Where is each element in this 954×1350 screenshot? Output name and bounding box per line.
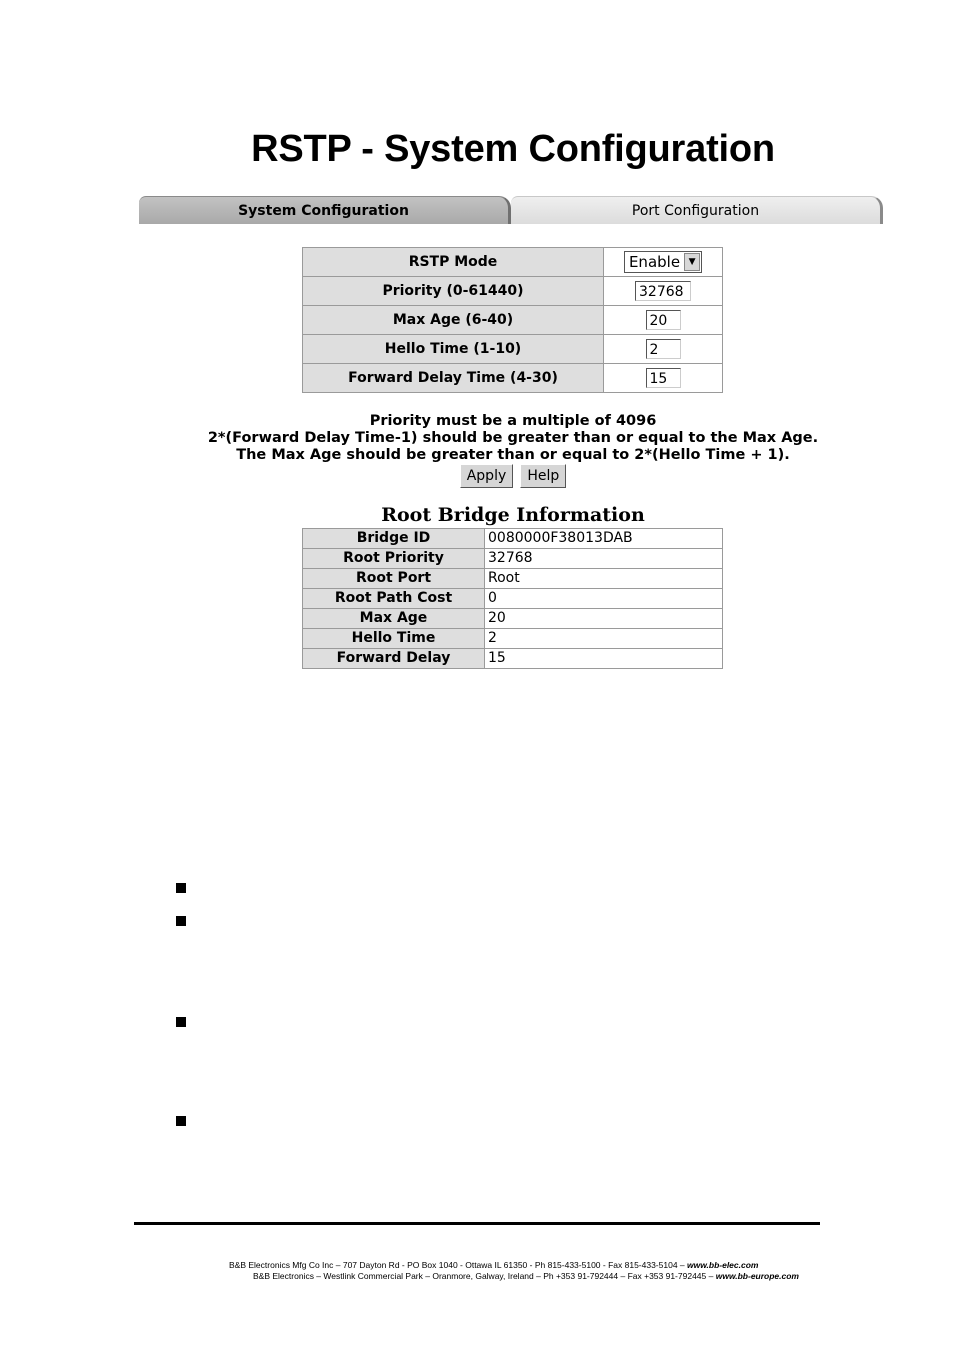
bridge-id-label: Bridge ID xyxy=(303,529,485,549)
help-button[interactable]: Help xyxy=(520,464,566,488)
footer-divider xyxy=(134,1222,820,1225)
forward-delay-label: Forward Delay Time (4-30) xyxy=(303,364,604,393)
hello-time-info-value: 2 xyxy=(485,629,723,649)
bullet-icon xyxy=(176,1116,186,1126)
table-row xyxy=(303,629,723,649)
page-title: RSTP - System Configuration xyxy=(251,128,775,170)
forward-delay-input[interactable]: 15 xyxy=(646,368,681,388)
root-priority-label: Root Priority xyxy=(303,549,485,569)
max-age-info-label: Max Age xyxy=(303,609,485,629)
table-row xyxy=(303,549,723,569)
chevron-down-icon[interactable]: ▼ xyxy=(684,253,700,271)
note-forward-delay: 2*(Forward Delay Time-1) should be greater than or equal to the Max Age. xyxy=(207,430,819,446)
table-row xyxy=(303,609,723,629)
root-port-label: Root Port xyxy=(303,569,485,589)
footer-link-eu[interactable]: www.bb-europe.com xyxy=(715,1271,799,1281)
root-port-value: Root xyxy=(485,569,723,589)
hello-time-label: Hello Time (1-10) xyxy=(303,335,604,364)
rstp-mode-select[interactable] xyxy=(624,251,702,273)
root-priority-value: 32768 xyxy=(485,549,723,569)
hello-time-input[interactable]: 2 xyxy=(646,339,681,359)
tab-system-configuration[interactable]: System Configuration xyxy=(139,196,511,224)
root-path-cost-label: Root Path Cost xyxy=(303,589,485,609)
note-max-age: The Max Age should be greater than or equal to 2*(Hello Time + 1). xyxy=(236,447,790,463)
bridge-id-value: 0080000F38013DAB xyxy=(485,529,723,549)
table-row xyxy=(303,569,723,589)
bullet-icon xyxy=(176,1017,186,1027)
root-bridge-title: Root Bridge Information xyxy=(381,504,645,526)
footer-line-2 xyxy=(253,1271,799,1281)
footer-line-1 xyxy=(229,1260,758,1270)
priority-input[interactable]: 32768 xyxy=(635,281,691,301)
note-priority: Priority must be a multiple of 4096 xyxy=(369,413,657,429)
root-path-cost-value: 0 xyxy=(485,589,723,609)
tab-bar xyxy=(139,196,883,224)
max-age-label: Max Age (6-40) xyxy=(303,306,604,335)
rstp-config-table xyxy=(302,247,723,393)
rstp-mode-value: Enable xyxy=(628,253,681,271)
table-row xyxy=(303,649,723,669)
tab-port-configuration[interactable]: Port Configuration xyxy=(511,196,883,224)
button-row xyxy=(0,464,954,488)
forward-delay-info-value: 15 xyxy=(485,649,723,669)
bullet-icon xyxy=(176,883,186,893)
forward-delay-info-label: Forward Delay xyxy=(303,649,485,669)
hello-time-info-label: Hello Time xyxy=(303,629,485,649)
max-age-info-value: 20 xyxy=(485,609,723,629)
apply-button[interactable]: Apply xyxy=(460,464,514,488)
table-row xyxy=(303,589,723,609)
config-notes xyxy=(0,413,954,464)
bullet-icon xyxy=(176,916,186,926)
max-age-input[interactable]: 20 xyxy=(646,310,681,330)
footer-address-eu: B&B Electronics – Westlink Commercial Park – Oranmore, Galway, Ireland – Ph +353 91-792444 – Fax +353 91-792445 – xyxy=(253,1271,716,1281)
rstp-mode-label: RSTP Mode xyxy=(303,248,604,277)
footer-address-us: B&B Electronics Mfg Co Inc – 707 Dayton Rd - PO Box 1040 - Ottawa IL 61350 - Ph 815-433-5100 - Fax 815-433-5104 – xyxy=(229,1260,687,1270)
priority-label: Priority (0-61440) xyxy=(303,277,604,306)
footer-link-us[interactable]: www.bb-elec.com xyxy=(687,1260,759,1270)
root-bridge-table xyxy=(302,528,723,669)
table-row xyxy=(303,529,723,549)
